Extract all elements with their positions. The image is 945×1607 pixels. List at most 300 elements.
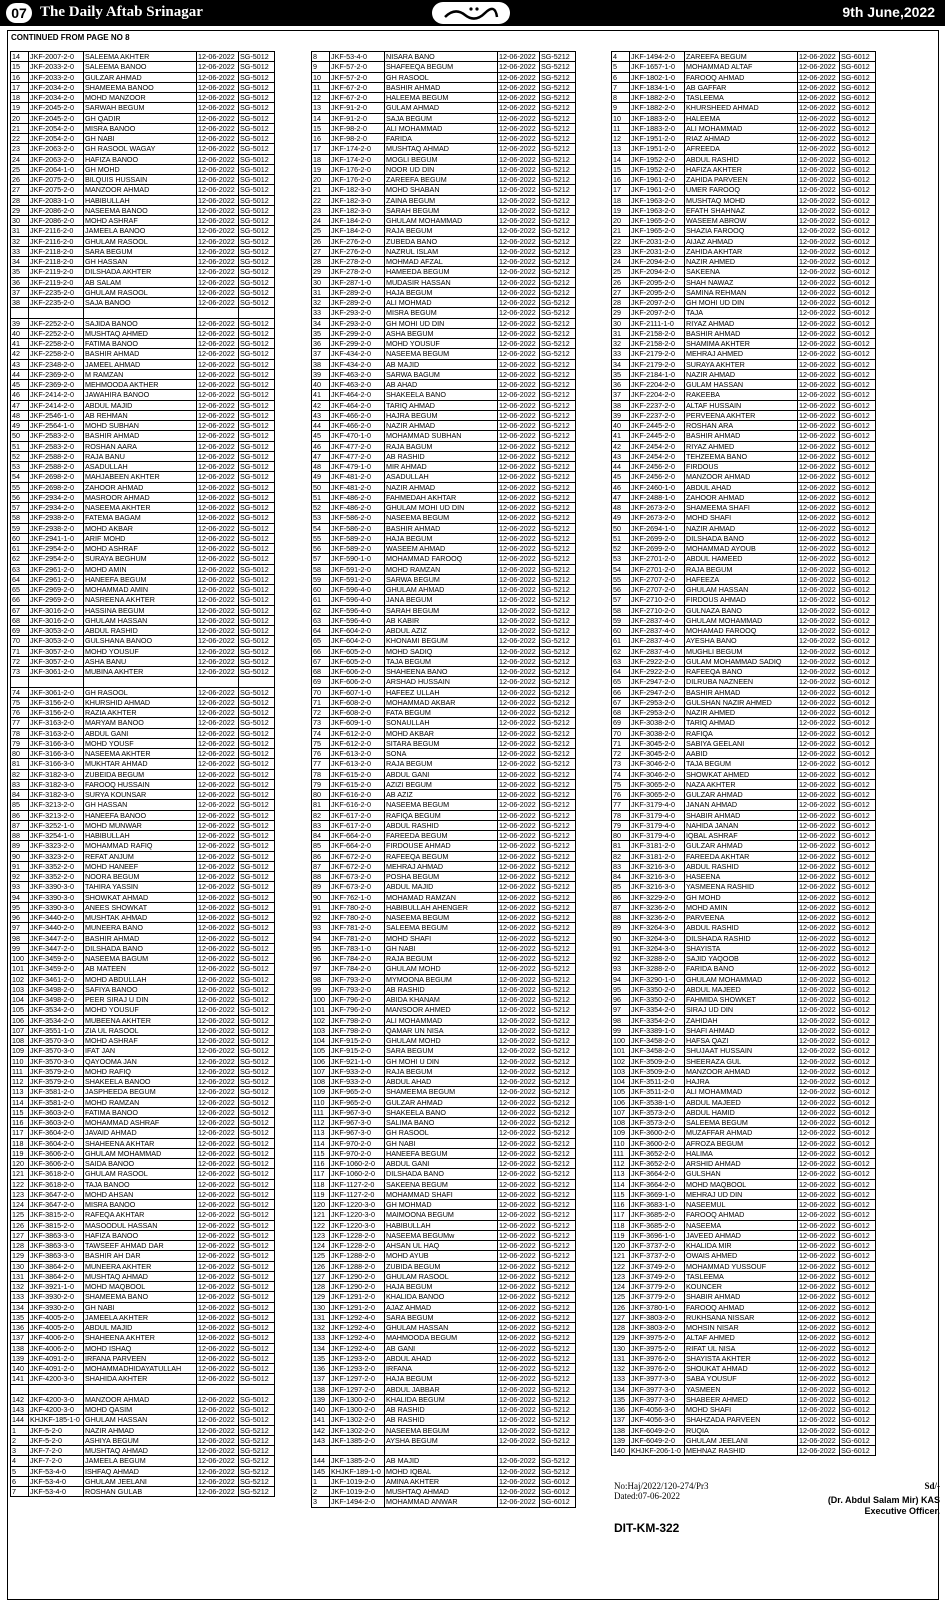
- table-row: [11, 1189, 275, 1199]
- flight-cell: SG-5012: [239, 810, 275, 820]
- reference-cell: JKF-3570-3-0: [29, 1056, 84, 1066]
- serial-cell: 116: [312, 1159, 330, 1169]
- flight-cell: [540, 1446, 576, 1456]
- table-row: [11, 1364, 275, 1374]
- table-row: [312, 1179, 576, 1189]
- date-cell: 12-06-2022: [498, 646, 540, 656]
- date-cell: 12-06-2022: [498, 1015, 540, 1025]
- serial-cell: 95: [312, 943, 330, 953]
- flight-cell: SG-5212: [540, 400, 576, 410]
- date-cell: 12-06-2022: [197, 431, 239, 441]
- table-row: [612, 1415, 876, 1425]
- serial-cell: 41: [312, 390, 330, 400]
- table-row: [312, 1056, 576, 1066]
- date-cell: 12-06-2022: [798, 1189, 840, 1199]
- table-row: [11, 369, 275, 379]
- name-cell: FATIMA BANOO: [84, 1107, 197, 1117]
- name-cell: HABIBULLAH: [84, 831, 197, 841]
- reference-cell: JKF-2454-2-0: [630, 441, 685, 451]
- name-cell: REFAT ANJUM: [84, 851, 197, 861]
- date-cell: 12-06-2022: [798, 134, 840, 144]
- flight-cell: SG-6012: [840, 1271, 876, 1281]
- reference-cell: JKF-606-2-0: [330, 677, 385, 687]
- date-cell: 12-06-2022: [498, 1364, 540, 1374]
- serial-cell: 23: [312, 205, 330, 215]
- date-cell: 12-06-2022: [197, 1353, 239, 1363]
- date-cell: 12-06-2022: [498, 205, 540, 215]
- table-row: [612, 1015, 876, 1025]
- date-cell: 12-06-2022: [798, 1077, 840, 1087]
- serial-cell: [11, 677, 29, 687]
- name-cell: SHAMEEMA BANOO: [84, 82, 197, 92]
- serial-cell: 128: [312, 1282, 330, 1292]
- flight-cell: SG-6012: [840, 964, 876, 974]
- reference-cell: JKF-915-2-0: [330, 1046, 385, 1056]
- flight-cell: SG-5212: [540, 708, 576, 718]
- masthead-logo: [432, 2, 510, 24]
- table-row: [312, 472, 576, 482]
- date-cell: 12-06-2022: [197, 892, 239, 902]
- flight-cell: SG-5012: [239, 697, 275, 707]
- name-cell: HALEEMA BEGUM: [385, 93, 498, 103]
- table-row: [612, 1107, 876, 1117]
- name-cell: ZUBIDA BEGUM: [385, 1261, 498, 1271]
- name-cell: RAJA BAGUM: [385, 441, 498, 451]
- flight-cell: SG-5012: [239, 257, 275, 267]
- flight-cell: SG-5212: [540, 800, 576, 810]
- date-cell: 12-06-2022: [798, 492, 840, 502]
- reference-cell: JKF-1288-2-0: [330, 1251, 385, 1261]
- reference-cell: JKF-1288-2-0: [330, 1261, 385, 1271]
- name-cell: MOHD RAMZAN: [84, 1097, 197, 1107]
- table-row: [312, 1138, 576, 1148]
- table-row: [11, 1107, 275, 1117]
- name-cell: FATIMA BANOO: [84, 339, 197, 349]
- name-cell: MOHSIN NISAR: [685, 1323, 798, 1333]
- table-row: [612, 298, 876, 308]
- name-cell: AJAZ AHMAD: [385, 1302, 498, 1312]
- date-cell: 12-06-2022: [498, 1323, 540, 1333]
- flight-cell: SG-6012: [840, 185, 876, 195]
- name-cell: KOUNCER: [685, 1282, 798, 1292]
- name-cell: NAHIDA JANAN: [685, 820, 798, 830]
- name-cell: SAMINA REHMAN: [685, 287, 798, 297]
- date-cell: 12-06-2022: [498, 1077, 540, 1087]
- flight-cell: SG-5212: [540, 1415, 576, 1425]
- date-cell: 12-06-2022: [798, 1087, 840, 1097]
- table-row: [612, 574, 876, 584]
- serial-cell: 109: [312, 1087, 330, 1097]
- table-row: [612, 267, 876, 277]
- name-cell: FAROOQ AHMAD: [685, 72, 798, 82]
- flight-cell: SG-5012: [239, 339, 275, 349]
- table-row: [312, 431, 576, 441]
- name-cell: NISARA BANO: [385, 52, 498, 62]
- flight-cell: SG-5012: [239, 113, 275, 123]
- date-cell: 12-06-2022: [197, 72, 239, 82]
- date-cell: 12-06-2022: [798, 595, 840, 605]
- date-cell: 12-06-2022: [498, 1230, 540, 1240]
- table-row: [612, 185, 876, 195]
- flight-cell: SG-5212: [540, 902, 576, 912]
- name-cell: GULSHAN NAZIR AHMED: [685, 697, 798, 707]
- name-cell: KHURSHEED AHMAD: [685, 103, 798, 113]
- name-cell: SARA BEGUM: [385, 1312, 498, 1322]
- flight-cell: SG-6012: [840, 820, 876, 830]
- serial-cell: 24: [612, 257, 630, 267]
- flight-cell: SG-5212: [540, 52, 576, 62]
- flight-cell: SG-5212: [540, 1138, 576, 1148]
- table-row: [312, 1036, 576, 1046]
- date-cell: 12-06-2022: [498, 995, 540, 1005]
- date-cell: 12-06-2022: [498, 913, 540, 923]
- reference-cell: JKF-2938-2-0: [29, 523, 84, 533]
- serial-cell: 46: [312, 441, 330, 451]
- table-row: [612, 667, 876, 677]
- table-row: [11, 1077, 275, 1087]
- table-row: [11, 52, 275, 62]
- reference-cell: JKF-798-2-0: [330, 1015, 385, 1025]
- serial-cell: 117: [612, 1210, 630, 1220]
- date-cell: 12-06-2022: [798, 1118, 840, 1128]
- flight-cell: SG-6012: [840, 1179, 876, 1189]
- date-cell: 12-06-2022: [197, 738, 239, 748]
- table-row: [11, 451, 275, 461]
- table-row: [312, 984, 576, 994]
- name-cell: MOHAMMAD AMIN: [84, 585, 197, 595]
- serial-cell: 114: [312, 1138, 330, 1148]
- flight-cell: SG-5212: [540, 1107, 576, 1117]
- reference-cell: JKF-1293-2-0: [330, 1364, 385, 1374]
- reference-cell: JKF-1019-2-0: [330, 1487, 385, 1497]
- reference-cell: JKF-2086-2-0: [29, 205, 84, 215]
- table-row: [612, 277, 876, 287]
- flight-cell: SG-6012: [840, 492, 876, 502]
- date-cell: 12-06-2022: [498, 328, 540, 338]
- date-cell: 12-06-2022: [498, 1005, 540, 1015]
- date-cell: 12-06-2022: [197, 185, 239, 195]
- reference-cell: JKF-1127-2-0: [330, 1189, 385, 1199]
- flight-cell: SG-5212: [540, 134, 576, 144]
- serial-cell: 15: [312, 123, 330, 133]
- table-gap-row: [11, 1384, 275, 1394]
- table-row: [612, 492, 876, 502]
- reference-cell: JKF-3163-2-0: [29, 718, 84, 728]
- reference-cell: JKF-604-2-0: [330, 626, 385, 636]
- reference-cell: JKF-2954-2-0: [29, 554, 84, 564]
- date-cell: 12-06-2022: [197, 103, 239, 113]
- table-row: [612, 1251, 876, 1261]
- serial-cell: 36: [312, 339, 330, 349]
- flight-cell: SG-5212: [540, 523, 576, 533]
- flight-cell: SG-6012: [840, 1087, 876, 1097]
- reference-cell: JKF-3182-3-0: [29, 790, 84, 800]
- reference-cell: JKF-3977-3-0: [630, 1384, 685, 1394]
- reference-cell: JKF-477-2-0: [330, 441, 385, 451]
- reference-cell: JKF-3737-2-0: [630, 1251, 685, 1261]
- flight-cell: SG-5012: [239, 1210, 275, 1220]
- reference-cell: JKF-672-2-0: [330, 851, 385, 861]
- flight-cell: SG-6012: [840, 164, 876, 174]
- flight-cell: SG-5212: [540, 298, 576, 308]
- flight-cell: SG-5212: [540, 1425, 576, 1435]
- name-cell: JASPHEEDA BEGUM: [84, 1087, 197, 1097]
- date-cell: 12-06-2022: [197, 328, 239, 338]
- name-cell: GHULAM MOHAMMAD: [685, 974, 798, 984]
- table-row: [11, 626, 275, 636]
- serial-cell: 59: [612, 615, 630, 625]
- reference-cell: JKF-3685-2-0: [630, 1210, 685, 1220]
- date-cell: 12-06-2022: [798, 882, 840, 892]
- flight-cell: SG-6012: [840, 349, 876, 359]
- name-cell: NOORA BEGUM: [84, 872, 197, 882]
- table-row: [612, 236, 876, 246]
- flight-cell: SG-5212: [540, 1292, 576, 1302]
- serial-cell: 144: [11, 1415, 29, 1425]
- flight-cell: SG-6012: [840, 52, 876, 62]
- reference-cell: JKF-1385-2-0: [330, 1435, 385, 1445]
- flight-cell: SG-5212: [540, 1282, 576, 1292]
- name-cell: SHAHZADA PARVEEN: [685, 1415, 798, 1425]
- reference-cell: JKF-3498-2-0: [29, 984, 84, 994]
- flight-cell: SG-5012: [239, 431, 275, 441]
- flight-cell: SG-5212: [540, 390, 576, 400]
- date-cell: 12-06-2022: [798, 1384, 840, 1394]
- flight-cell: SG-6012: [840, 1292, 876, 1302]
- reference-cell: JKF-3350-2-0: [630, 984, 685, 994]
- serial-cell: 66: [612, 687, 630, 697]
- flight-cell: SG-6012: [840, 1107, 876, 1117]
- serial-cell: 43: [11, 359, 29, 369]
- table-row: [312, 93, 576, 103]
- date-cell: 12-06-2022: [197, 492, 239, 502]
- name-cell: RAFIQA: [685, 728, 798, 738]
- reference-cell: JKF-921-1-0: [330, 1056, 385, 1066]
- name-cell: SHAZIA FAROOQ: [685, 226, 798, 236]
- table-row: [612, 308, 876, 318]
- serial-cell: 50: [312, 482, 330, 492]
- date-cell: 12-06-2022: [498, 656, 540, 666]
- reference-cell: JKF-2086-2-0: [29, 216, 84, 226]
- serial-cell: 110: [312, 1097, 330, 1107]
- table-row: [612, 615, 876, 625]
- table-row: [312, 872, 576, 882]
- name-cell: GHULAM MOHD: [385, 1036, 498, 1046]
- table-row: [312, 718, 576, 728]
- reference-cell: JKF-2701-2-0: [630, 564, 685, 574]
- reference-cell: JKF-1883-2-0: [630, 113, 685, 123]
- serial-cell: 55: [11, 482, 29, 492]
- reference-cell: JKF-182-3-0: [330, 205, 385, 215]
- pilgrim-table: [311, 51, 576, 1508]
- name-cell: SHAYISTA: [685, 943, 798, 953]
- serial-cell: 47: [612, 492, 630, 502]
- serial-cell: 57: [312, 554, 330, 564]
- name-cell: FAREEDA BEGUM: [385, 831, 498, 841]
- flight-cell: SG-6012: [840, 1415, 876, 1425]
- reference-cell: JKF-466-2-0: [330, 410, 385, 420]
- flight-cell: SG-5212: [540, 1005, 576, 1015]
- name-cell: GULZAR AHMAD: [685, 790, 798, 800]
- reference-cell: JKF-3509-2-0: [630, 1066, 685, 1076]
- table-row: [11, 913, 275, 923]
- pilgrim-table: [10, 51, 275, 1497]
- date-cell: 12-06-2022: [498, 1148, 540, 1158]
- flight-cell: SG-5212: [540, 339, 576, 349]
- table-row: [312, 1466, 576, 1476]
- reference-cell: JKF-1965-2-0: [630, 216, 685, 226]
- serial-cell: 33: [612, 349, 630, 359]
- date-cell: 12-06-2022: [498, 1066, 540, 1076]
- date-cell: 12-06-2022: [498, 431, 540, 441]
- flight-cell: SG-6012: [840, 913, 876, 923]
- serial-cell: 53: [612, 554, 630, 564]
- flight-cell: SG-6012: [840, 738, 876, 748]
- name-cell: NASEEMA: [685, 1220, 798, 1230]
- serial-cell: 34: [312, 318, 330, 328]
- serial-cell: 62: [11, 554, 29, 564]
- serial-cell: 3: [11, 1446, 29, 1456]
- serial-cell: 1: [11, 1425, 29, 1435]
- date-cell: 12-06-2022: [498, 1353, 540, 1363]
- serial-cell: 135: [312, 1353, 330, 1363]
- serial-cell: 32: [312, 298, 330, 308]
- name-cell: MOHD SHAFI: [685, 513, 798, 523]
- serial-cell: 56: [612, 585, 630, 595]
- flight-cell: SG-6012: [840, 1159, 876, 1169]
- name-cell: NASEEMA BAGUM: [84, 954, 197, 964]
- serial-cell: 2: [11, 1435, 29, 1445]
- table-row: [312, 677, 576, 687]
- date-cell: 12-06-2022: [498, 1189, 540, 1199]
- flight-cell: SG-5012: [239, 236, 275, 246]
- name-cell: ABDUL RASHID: [685, 154, 798, 164]
- serial-cell: 119: [312, 1189, 330, 1199]
- flight-cell: SG-5212: [540, 1343, 576, 1353]
- name-cell: HAFEEZA: [685, 574, 798, 584]
- flight-cell: SG-6012: [840, 523, 876, 533]
- reference-cell: JKF-2961-2-0: [29, 564, 84, 574]
- table-row: [312, 175, 576, 185]
- date-cell: 12-06-2022: [798, 175, 840, 185]
- flight-cell: SG-6012: [840, 1200, 876, 1210]
- flight-cell: SG-5212: [540, 1036, 576, 1046]
- reference-cell: JKF-2414-2-0: [29, 390, 84, 400]
- name-cell: SARAH BEGUM: [385, 605, 498, 615]
- date-cell: 12-06-2022: [197, 1097, 239, 1107]
- table-row: [312, 1302, 576, 1312]
- serial-cell: 76: [312, 749, 330, 759]
- table-row: [612, 800, 876, 810]
- name-cell: NASEEMA BANOO: [84, 205, 197, 215]
- date-cell: 12-06-2022: [498, 349, 540, 359]
- table-row: [612, 503, 876, 513]
- table-row: [11, 1282, 275, 1292]
- reference-cell: JKF-3323-2-0: [29, 841, 84, 851]
- reference-cell: JKF-2235-2-0: [29, 287, 84, 297]
- name-cell: QAMAR UN NISA: [385, 1025, 498, 1035]
- table-row: [11, 1323, 275, 1333]
- name-cell: IRFANA: [385, 1364, 498, 1374]
- flight-cell: SG-6012: [840, 298, 876, 308]
- date-cell: 12-06-2022: [197, 1046, 239, 1056]
- serial-cell: 20: [312, 175, 330, 185]
- table-row: [612, 287, 876, 297]
- name-cell: NASEEMA BEGUM: [385, 913, 498, 923]
- flight-cell: SG-6012: [840, 1251, 876, 1261]
- reference-cell: JKF-2119-2-0: [29, 277, 84, 287]
- table-row: [612, 93, 876, 103]
- table-row: [11, 134, 275, 144]
- name-cell: ABDUL AHAD: [385, 1353, 498, 1363]
- table-row: [11, 697, 275, 707]
- name-cell: MUSHTAQ MOHD: [685, 195, 798, 205]
- table-row: [612, 339, 876, 349]
- reference-cell: JKF-3664-2-0: [630, 1179, 685, 1189]
- reference-cell: JKF-3652-2-0: [630, 1159, 685, 1169]
- name-cell: MOHD RAMZAN: [385, 564, 498, 574]
- flight-cell: SG-5012: [239, 1251, 275, 1261]
- date-cell: 12-06-2022: [197, 984, 239, 994]
- flight-cell: SG-5012: [239, 974, 275, 984]
- reference-cell: JKF-2488-1-0: [630, 492, 685, 502]
- name-cell: HAMEEDA BEGUM: [385, 267, 498, 277]
- name-cell: MUKHTAR AHMAD: [84, 759, 197, 769]
- date-cell: 12-06-2022: [197, 287, 239, 297]
- reference-cell: JKF-3390-3-0: [29, 902, 84, 912]
- reference-cell: JKF-3461-2-0: [29, 974, 84, 984]
- flight-cell: SG-5212: [540, 421, 576, 431]
- date-cell: 12-06-2022: [498, 564, 540, 574]
- table-row: [612, 697, 876, 707]
- serial-cell: 68: [612, 708, 630, 718]
- name-cell: MOHAMMAD ANWAR: [385, 1497, 498, 1507]
- name-cell: HASSINA BEGUM: [84, 605, 197, 615]
- name-cell: ASHIYA BEGUM: [84, 1435, 197, 1445]
- reference-cell: JKF-3213-2-0: [29, 800, 84, 810]
- name-cell: NAZIR AHMAD: [685, 369, 798, 379]
- flight-cell: SG-5212: [540, 615, 576, 625]
- table-row: [612, 1200, 876, 1210]
- reference-cell: JKF-3061-2-0: [29, 687, 84, 697]
- date-cell: 12-06-2022: [498, 1046, 540, 1056]
- table-row: [312, 277, 576, 287]
- table-row: [11, 93, 275, 103]
- name-cell: AZIZI BEGUM: [385, 779, 498, 789]
- flight-cell: SG-5212: [540, 1435, 576, 1445]
- date-cell: 12-06-2022: [498, 1200, 540, 1210]
- flight-cell: SG-6012: [840, 943, 876, 953]
- table-row: [11, 1179, 275, 1189]
- name-cell: GULNAZA BANO: [685, 605, 798, 615]
- name-cell: GHULAM MOHAMMAD: [385, 216, 498, 226]
- reference-cell: JKF-612-2-0: [330, 738, 385, 748]
- reference-cell: JKF-2007-2-0: [29, 52, 84, 62]
- reference-cell: JKF-2564-1-0: [29, 421, 84, 431]
- name-cell: SAFIYA BANOO: [84, 984, 197, 994]
- reference-cell: KHJKF-189-1-0: [330, 1466, 385, 1476]
- table-row: [312, 574, 576, 584]
- name-cell: MOHD AKBAR: [385, 728, 498, 738]
- name-cell: MEHMOODA AKTHER: [84, 380, 197, 390]
- date-cell: 12-06-2022: [798, 216, 840, 226]
- date-cell: 12-06-2022: [798, 226, 840, 236]
- date-cell: 12-06-2022: [197, 298, 239, 308]
- reference-cell: JKF-2456-2-0: [630, 472, 685, 482]
- name-cell: ROSHAN ARA: [685, 421, 798, 431]
- serial-cell: 46: [11, 390, 29, 400]
- table-row: [612, 1138, 876, 1148]
